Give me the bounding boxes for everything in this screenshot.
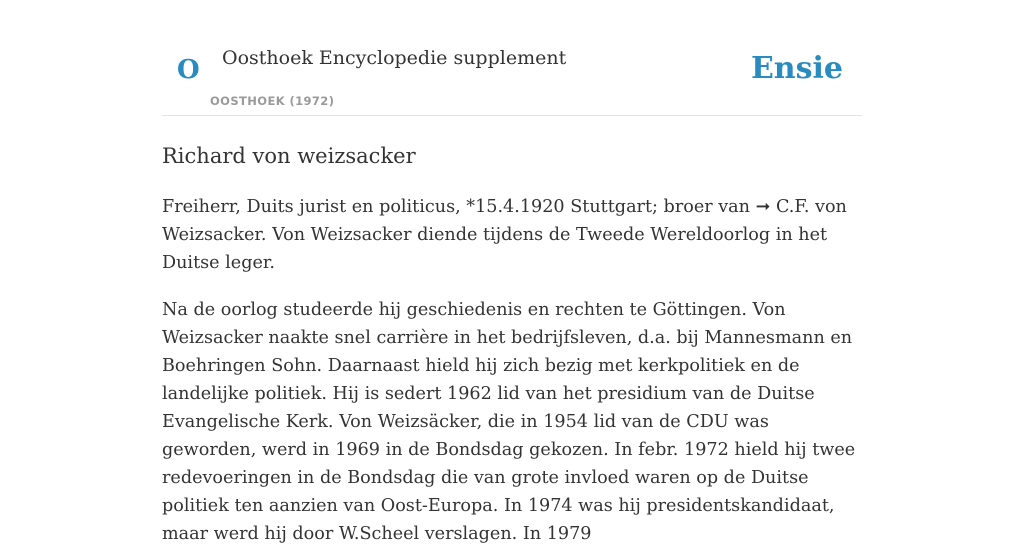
entry-body bbox=[162, 193, 862, 548]
arrow-right-icon: ➞ bbox=[755, 197, 771, 217]
article bbox=[162, 0, 862, 548]
entry-paragraph bbox=[162, 193, 862, 277]
paragraph-text: Freiherr, Duits jurist en politicus, *15.4.1920 Stuttgart; broer van bbox=[162, 197, 756, 217]
source-publisher: OOSTHOEK (1972) bbox=[210, 94, 335, 108]
paragraph-text: . Von Weizsacker diende tijdens de Tweede Wereldoorlog in het Duitse leger. bbox=[162, 225, 828, 273]
entry-paragraph: Na de oorlog studeerde hij geschiedenis en rechten te Göttingen. Von Weizsacker naakte snel carrière in het bedrijfsleven, d.a. bij Mannesmann en Boehringen Sohn. Daarnaast hield hij zich bezig met kerkpolitiek en de landelijke politiek. Hij is sedert 1962 lid van het presidium van de Duitse Evangelische Kerk. Von Weizsäcker, die in 1954 lid van de CDU was geworden, werd in 1969 in de Bondsdag gekozen. In febr. 1972 hield hij twee redevoeringen in de Bondsdag die van grote invloed waren op de Duitse politiek ten aanzien van Oost-Europa. In 1974 was hij presidentskandidaat, maar werd hij door W.Scheel verslagen. In 1979 bbox=[162, 300, 856, 544]
cross-reference-label: C.F. von Weizsacker bbox=[162, 197, 847, 245]
entry-title: Richard von weizsacker bbox=[162, 144, 416, 168]
source-title-link[interactable]: Oosthoek Encyclopedie supplement bbox=[222, 47, 567, 69]
source-header bbox=[162, 0, 862, 116]
source-initial-icon: O bbox=[177, 55, 200, 85]
ensie-logo[interactable]: Ensie bbox=[750, 51, 843, 86]
